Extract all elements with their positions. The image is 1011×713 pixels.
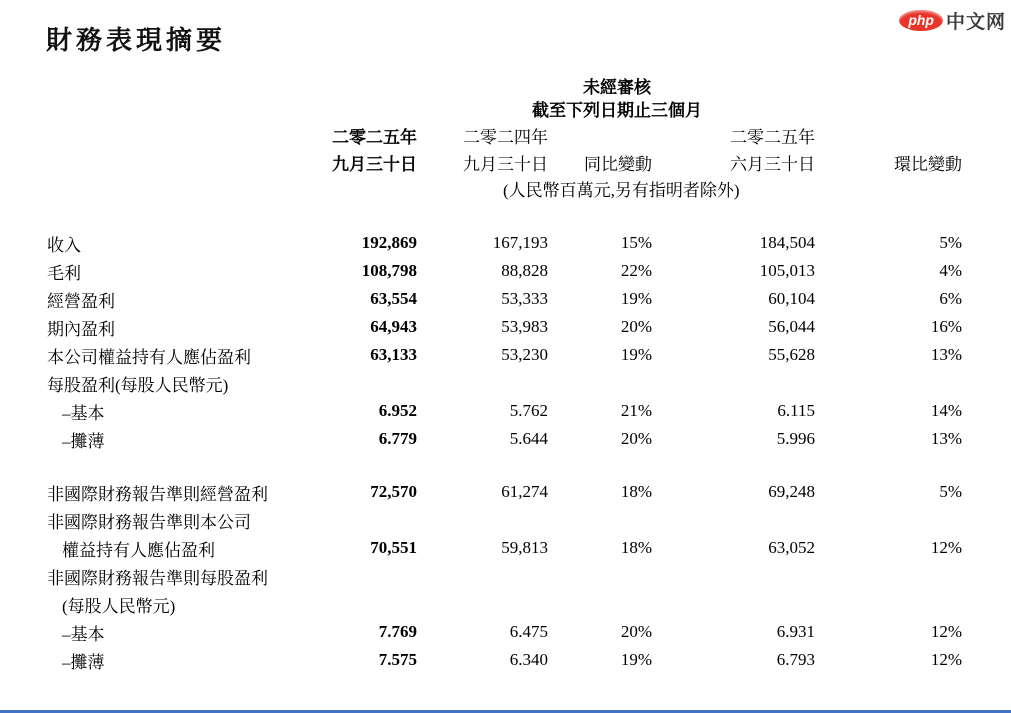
cell-qoq-change: 12%: [930, 622, 962, 641]
cell-2025-09-30: 70,551: [370, 538, 417, 557]
row-label: –基本: [62, 624, 105, 644]
table-row: [47, 478, 962, 506]
col-header-2024-09-date: 九月三十日: [463, 155, 548, 174]
cell-2024-09-30: 167,193: [492, 233, 548, 252]
cell-qoq-change: 13%: [930, 345, 962, 364]
currency-unit-note: (人民幣百萬元,另有指明者除外): [503, 181, 740, 200]
col-header-yoy-change: 同比變動: [584, 155, 652, 174]
table-body: [47, 229, 962, 674]
table-row: [47, 285, 962, 313]
cell-2025-06-30: 63,052: [768, 538, 815, 557]
row-label: 非國際財務報告準則經營盈利: [47, 484, 268, 504]
col-header-qoq-change: 環比變動: [894, 155, 962, 174]
col-header-2025-06-date: 六月三十日: [730, 155, 815, 174]
cell-qoq-change: 5%: [939, 482, 962, 501]
row-label: 每股盈利(每股人民幣元): [47, 375, 229, 395]
row-label: 權益持有人應佔盈利: [62, 540, 215, 560]
table-row: [47, 229, 962, 257]
table-row: [47, 257, 962, 285]
cell-2024-09-30: 88,828: [501, 261, 548, 280]
cell-2025-06-30: 105,013: [759, 261, 815, 280]
cell-2025-09-30: 108,798: [361, 261, 417, 280]
page-title: 財務表現摘要: [46, 25, 227, 55]
cell-2024-09-30: 5.762: [509, 401, 548, 420]
php-logo-icon: php: [899, 10, 943, 31]
table-row: [47, 590, 962, 618]
table-row: [47, 369, 962, 397]
row-label: (每股人民幣元): [62, 596, 176, 616]
cell-qoq-change: 13%: [930, 429, 962, 448]
unaudited-label: 未經審核: [583, 78, 651, 97]
cell-2024-09-30: 53,983: [501, 317, 548, 336]
column-header-row-2: [47, 149, 962, 176]
cell-2025-09-30: 6.779: [378, 429, 417, 448]
cell-yoy-change: 20%: [620, 622, 652, 641]
cell-qoq-change: 12%: [930, 650, 962, 669]
cell-2025-09-30: 64,943: [370, 317, 417, 336]
table-row: [47, 313, 962, 341]
watermark-logo-text: 中文网: [945, 12, 1006, 33]
row-label: 本公司權益持有人應佔盈利: [47, 347, 251, 367]
table-row: [47, 618, 962, 646]
cell-2024-09-30: 53,333: [501, 289, 548, 308]
cell-yoy-change: 19%: [620, 650, 652, 669]
period-label: 截至下列日期止三個月: [532, 101, 702, 120]
cell-2024-09-30: 5.644: [509, 429, 548, 448]
col-header-2025-09-year: 二零二五年: [332, 128, 417, 147]
cell-2024-09-30: 6.340: [509, 650, 548, 669]
row-label: 非國際財務報告準則每股盈利: [47, 568, 268, 588]
cell-yoy-change: 21%: [620, 401, 652, 420]
cell-2025-06-30: 6.931: [776, 622, 815, 641]
table-group-header: [417, 76, 817, 122]
cell-yoy-change: 22%: [620, 261, 652, 280]
col-header-2025-06-year: 二零二五年: [730, 128, 815, 147]
cell-2025-09-30: 7.575: [378, 650, 417, 669]
cell-yoy-change: 19%: [620, 289, 652, 308]
table-row: [47, 341, 962, 369]
cell-2025-06-30: 6.115: [777, 401, 815, 420]
col-header-2025-09-date: 九月三十日: [332, 155, 417, 174]
cell-qoq-change: 14%: [930, 401, 962, 420]
cell-2025-06-30: 69,248: [768, 482, 815, 501]
cell-qoq-change: 16%: [930, 317, 962, 336]
cell-yoy-change: 15%: [620, 233, 652, 252]
row-label: –攤薄: [62, 431, 105, 451]
cell-qoq-change: 6%: [939, 289, 962, 308]
cell-yoy-change: 20%: [620, 429, 652, 448]
cell-yoy-change: 20%: [620, 317, 652, 336]
col-header-2024-09-year: 二零二四年: [463, 128, 548, 147]
cell-qoq-change: 4%: [939, 261, 962, 280]
row-label: 收入: [47, 235, 81, 255]
cell-2024-09-30: 53,230: [501, 345, 548, 364]
cell-2025-06-30: 5.996: [776, 429, 815, 448]
cell-2025-09-30: 192,869: [361, 233, 417, 252]
table-row: [47, 534, 962, 562]
table-row: [47, 506, 962, 534]
cell-2025-09-30: 72,570: [370, 482, 417, 501]
cell-2025-06-30: 55,628: [768, 345, 815, 364]
cell-yoy-change: 18%: [620, 538, 652, 557]
cell-qoq-change: 5%: [939, 233, 962, 252]
cell-2025-09-30: 7.769: [378, 622, 417, 641]
section-spacer: [47, 453, 962, 478]
row-label: 期內盈利: [47, 319, 115, 339]
row-label: 經營盈利: [47, 291, 115, 311]
cell-2024-09-30: 6.475: [509, 622, 548, 641]
row-label: –攤薄: [62, 652, 105, 672]
table-row: [47, 646, 962, 674]
cell-2025-09-30: 63,133: [370, 345, 417, 364]
cell-2025-06-30: 60,104: [768, 289, 815, 308]
column-header-row-1: [47, 122, 962, 149]
cell-2025-09-30: 6.952: [378, 401, 417, 420]
financial-summary-table: [47, 76, 962, 674]
cell-2025-09-30: 63,554: [370, 289, 417, 308]
cell-2024-09-30: 59,813: [501, 538, 548, 557]
table-row: [47, 425, 962, 453]
cell-yoy-change: 18%: [620, 482, 652, 501]
cell-2025-06-30: 184,504: [759, 233, 815, 252]
table-row: [47, 562, 962, 590]
watermark-logo: [899, 7, 1006, 34]
row-label: –基本: [62, 403, 105, 423]
row-label: 非國際財務報告準則本公司: [47, 512, 251, 532]
cell-2025-06-30: 56,044: [768, 317, 815, 336]
row-label: 毛利: [47, 263, 81, 283]
table-row: [47, 397, 962, 425]
cell-2025-06-30: 6.793: [776, 650, 815, 669]
cell-qoq-change: 12%: [930, 538, 962, 557]
cell-2024-09-30: 61,274: [501, 482, 548, 501]
cell-yoy-change: 19%: [620, 345, 652, 364]
